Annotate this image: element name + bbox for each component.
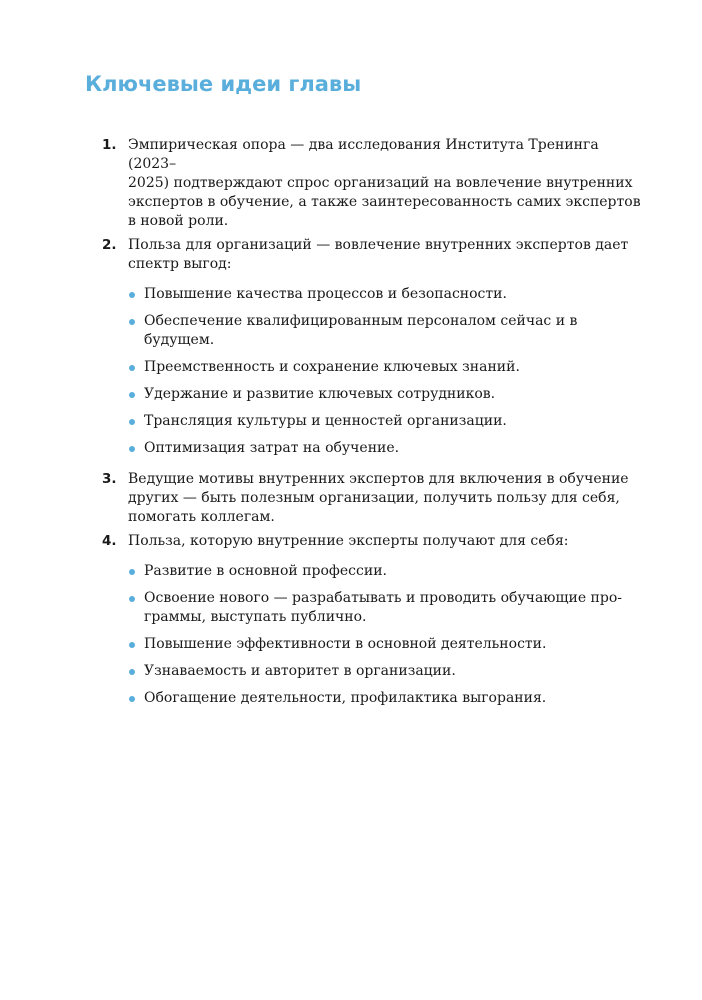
item-line: Польза, которую внутренние эксперты получают для себя: [128,533,569,549]
bullet-text: Развитие в основной профессии. [144,563,387,579]
bullet-line: граммы, выступать публично. [144,609,367,625]
bullet-dot-icon [129,292,135,298]
bullet-dot-icon [129,669,135,675]
bullet-item [128,285,642,304]
bullet-text: Повышение качества процессов и безопасности. [144,286,507,302]
bullet-line: Освоение нового — разрабатывать и проводить обучающие про- [144,590,623,606]
bullet-text: Удержание и развитие ключевых сотрудников. [144,386,496,402]
item-number: 4. [102,533,117,549]
item-line: других — быть полезным организации, получить пользу для себя, [128,490,620,506]
bullet-text: Обеспечение квалифицированным персоналом сейчас и в будущем. [144,313,578,348]
numbered-item-2 [102,236,642,274]
bullet-dot-icon [129,569,135,575]
bullet-dot-icon [129,365,135,371]
bullet-dot-icon [129,596,135,602]
item-number: 3. [102,471,117,487]
bullet-dot-icon [129,446,135,452]
bullet-text: Узнаваемость и авторитет в организации. [144,663,456,679]
numbered-item-3 [102,470,642,527]
numbered-item-4 [102,532,642,551]
bullet-text: Повышение эффективности в основной деятельности. [144,636,547,652]
bullet-item [128,589,642,627]
key-ideas-list [102,136,642,716]
bullet-dot-icon [129,642,135,648]
item-line: 2025) подтверждают спрос организаций на вовлечение внутренних [128,175,633,191]
bullet-dot-icon [129,696,135,702]
numbered-item-1 [102,136,642,231]
item-text [128,470,642,527]
item-line: экспертов в обучение, а также заинтересованность самих экспертов [128,194,641,210]
bullet-dot-icon [129,319,135,325]
bullet-item [128,689,642,708]
bullet-item [128,358,642,377]
bullet-item [128,385,642,404]
bullet-dot-icon [129,392,135,398]
item-line: Польза для организаций — вовлечение внутренних экспертов дает [128,237,629,253]
bullet-text: Преемственность и сохранение ключевых знаний. [144,359,520,375]
bullet-item [128,412,642,431]
item-line: Ведущие мотивы внутренних экспертов для включения в обучение [128,471,629,487]
item-text [128,136,642,231]
bullet-item [128,439,642,458]
item-line: в новой роли. [128,213,229,229]
item-line: помогать коллегам. [128,509,275,525]
item-number: 1. [102,137,117,153]
item-line: спектр выгод: [128,256,232,272]
bullet-dot-icon [129,419,135,425]
bullet-text: Оптимизация затрат на обучение. [144,440,400,456]
benefits-bullet-list [128,285,642,458]
bullet-text: Обогащение деятельности, профилактика выгорания. [144,690,547,706]
expert-benefits-bullet-list [128,562,642,708]
bullet-text: Трансляция культуры и ценностей организации. [144,413,507,429]
bullet-text [144,589,642,627]
item-text [128,236,642,274]
bullet-item [128,662,642,681]
item-number: 2. [102,237,117,253]
chapter-key-ideas-heading: Ключевые идеи главы [85,72,362,96]
bullet-item [128,562,642,581]
bullet-item [128,312,642,350]
item-line: Эмпирическая опора — два исследования Института Тренинга (2023– [128,137,599,172]
bullet-item [128,635,642,654]
item-text [128,532,642,551]
